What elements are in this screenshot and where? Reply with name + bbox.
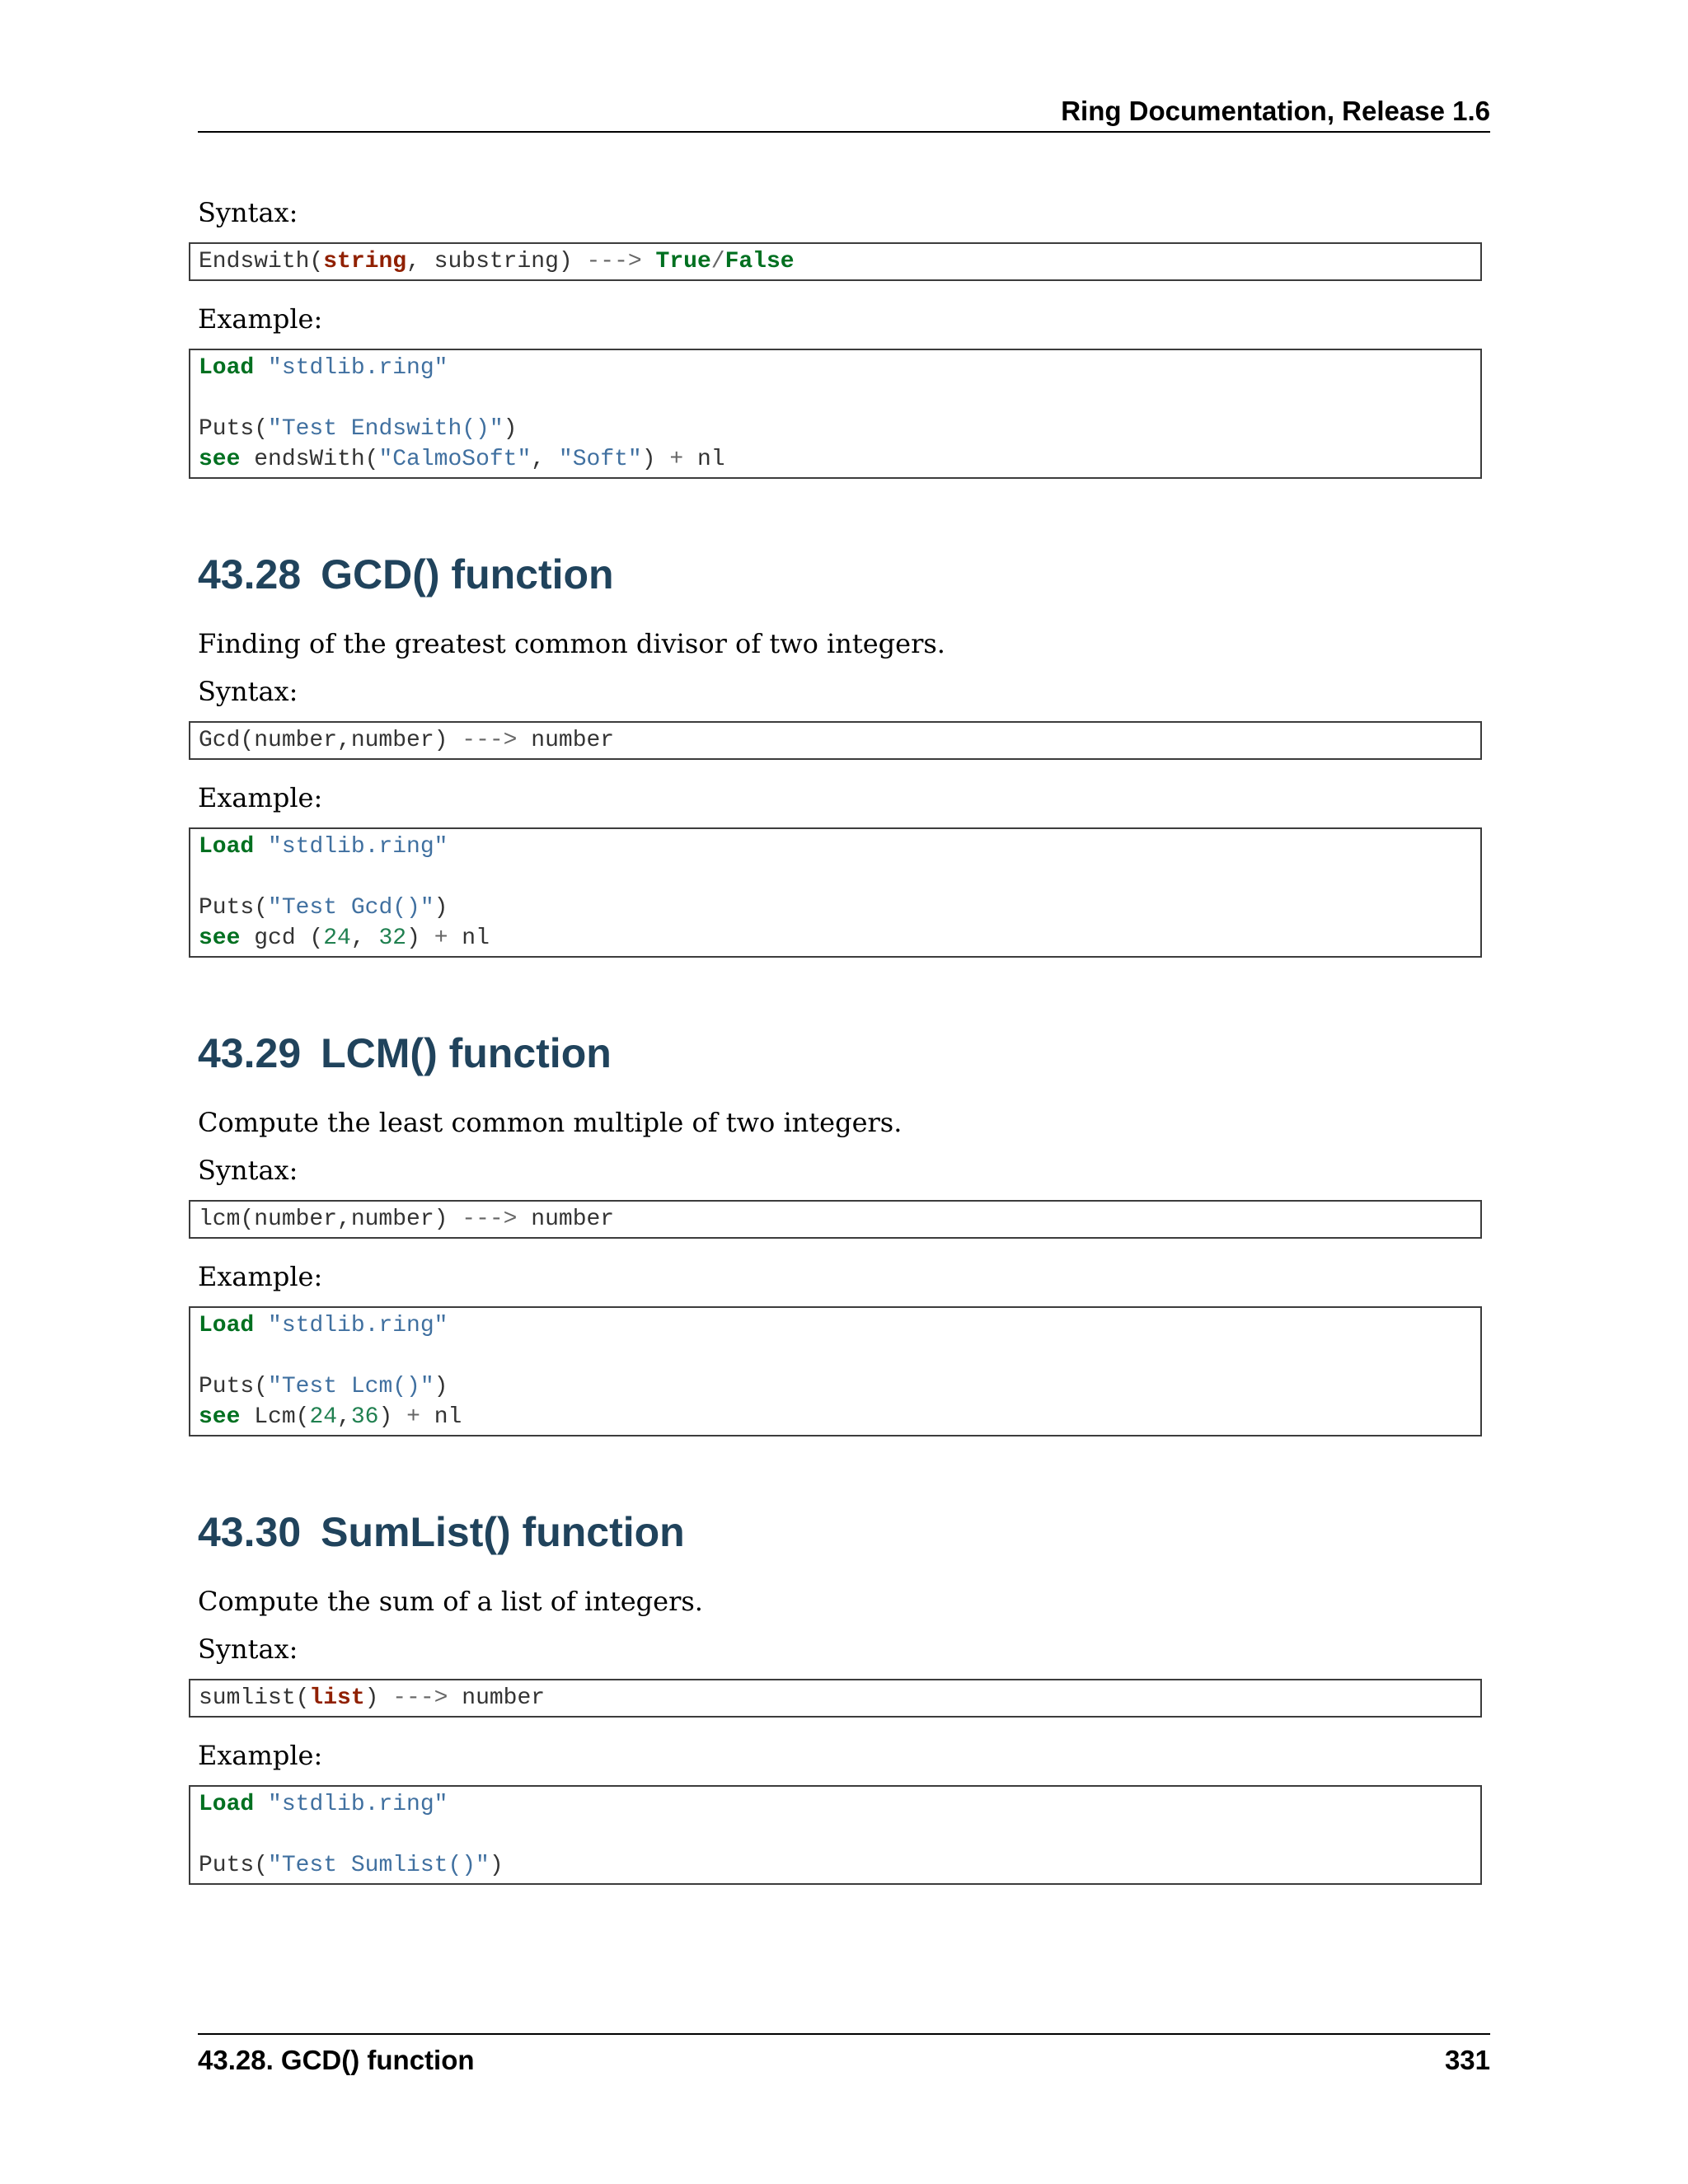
code-token: nl [420,1404,462,1430]
section-title: LCM() function [321,1030,612,1076]
code-token: Load [199,834,255,860]
code-token: nl [683,447,725,472]
code-token: 36 [350,1404,379,1430]
syntax-code-block [189,721,1482,760]
section-title: SumList() function [321,1509,685,1555]
section-description: Finding of the greatest common divisor of two integers. [198,628,945,659]
code-line [199,414,1472,444]
code-token: Load [199,1792,255,1817]
code-line [199,1820,1472,1850]
section-description: Compute the least common multiple of two integers. [198,1107,903,1138]
code-line [199,444,1472,475]
code-token: see [199,926,241,951]
code-token: gcd ( [240,926,324,951]
code-token: string [323,249,407,274]
code-token: Puts( [199,1853,269,1878]
code-token: ) [434,895,448,921]
code-token: number [517,728,615,753]
code-token: nl [448,926,490,951]
code-token: ) [641,447,670,472]
code-line [199,1789,1472,1820]
code-token: ) [503,416,518,442]
code-token: "stdlib.ring" [268,1313,448,1338]
example-code-block [189,349,1482,479]
section-heading-lcm [198,1029,1490,1078]
code-token: "stdlib.ring" [268,355,448,381]
example-label: Example: [198,303,323,335]
code-token: , substring) [406,249,587,274]
section-heading-sumlist [198,1507,1490,1557]
code-token: Puts( [199,895,269,921]
code-token: Puts( [199,1374,269,1399]
syntax-code-block [189,242,1482,281]
code-token: , [337,1404,351,1430]
code-token: Load [199,355,255,381]
code-token: "stdlib.ring" [268,834,448,860]
page-number: 331 [1444,2045,1490,2075]
code-token: "Test Lcm()" [268,1374,434,1399]
code-line [199,832,1472,862]
section-description: Compute the sum of a list of integers. [198,1586,703,1617]
code-token [254,834,268,860]
code-line [199,353,1472,383]
code-token: "stdlib.ring" [268,1792,448,1817]
code-token: 32 [378,926,407,951]
syntax-code-block [189,1200,1482,1239]
code-line [199,1371,1472,1402]
section-heading-gcd [198,550,1490,599]
code-line [199,923,1472,954]
code-token: 24 [309,1404,338,1430]
code-token: / [710,249,725,274]
code-token: , [531,447,559,472]
code-token: Lcm( [240,1404,310,1430]
code-token: + [669,447,684,472]
code-line [199,1310,1472,1341]
code-token: ) [364,1685,393,1711]
code-token: Puts( [199,416,269,442]
code-token: see [199,447,241,472]
code-line [199,1683,1472,1713]
running-footer [198,2033,1490,2078]
example-label: Example: [198,782,323,813]
page-content [198,196,1490,1885]
code-token [254,355,268,381]
code-token: sumlist( [199,1685,310,1711]
code-line [199,725,1472,756]
syntax-code-block [189,1679,1482,1718]
code-token: ---> [392,1685,448,1711]
code-token: "Soft" [558,447,642,472]
code-token: number [448,1685,546,1711]
code-line [199,1341,1472,1371]
code-token [254,1313,268,1338]
code-token [642,249,656,274]
syntax-label: Syntax: [198,1633,298,1665]
code-token: ) [406,926,434,951]
code-token: , [350,926,379,951]
code-token: Endswith( [199,249,324,274]
syntax-label: Syntax: [198,676,298,707]
code-line [199,893,1472,923]
code-token: True [655,249,711,274]
code-token [254,1792,268,1817]
code-token: lcm(number,number) [199,1207,462,1232]
code-line [199,862,1472,893]
section-title: GCD() function [321,551,614,598]
section-number: 43.30 [198,1509,302,1555]
footer-section: 43.28. GCD() function [198,2045,475,2075]
code-line [199,246,1472,277]
running-header: Ring Documentation, Release 1.6 [198,91,1490,133]
code-token: Gcd(number,number) [199,728,462,753]
example-code-block [189,1785,1482,1885]
code-line [199,1402,1472,1432]
code-token: "Test Gcd()" [268,895,434,921]
code-line [199,1204,1472,1235]
code-token: ) [489,1853,504,1878]
section-number: 43.29 [198,1030,302,1076]
code-token: number [517,1207,615,1232]
code-token: 24 [323,926,351,951]
code-token: Load [199,1313,255,1338]
code-token: ---> [586,249,642,274]
code-token: + [406,1404,420,1430]
code-line [199,1850,1472,1881]
example-label: Example: [198,1740,323,1771]
code-token: endsWith( [240,447,379,472]
syntax-label: Syntax: [198,197,298,228]
code-token: see [199,1404,241,1430]
example-label: Example: [198,1261,323,1292]
example-code-block [189,1306,1482,1436]
code-line [199,383,1472,414]
section-number: 43.28 [198,551,302,598]
code-token: "CalmoSoft" [378,447,532,472]
example-code-block [189,827,1482,958]
code-token: ) [378,1404,407,1430]
code-token: + [434,926,448,951]
code-token: ) [434,1374,448,1399]
code-token: ---> [462,1207,518,1232]
syntax-label: Syntax: [198,1155,298,1186]
code-token: "Test Endswith()" [268,416,504,442]
code-token: list [309,1685,365,1711]
code-token: "Test Sumlist()" [268,1853,490,1878]
code-token: ---> [462,728,518,753]
code-token: False [724,249,795,274]
